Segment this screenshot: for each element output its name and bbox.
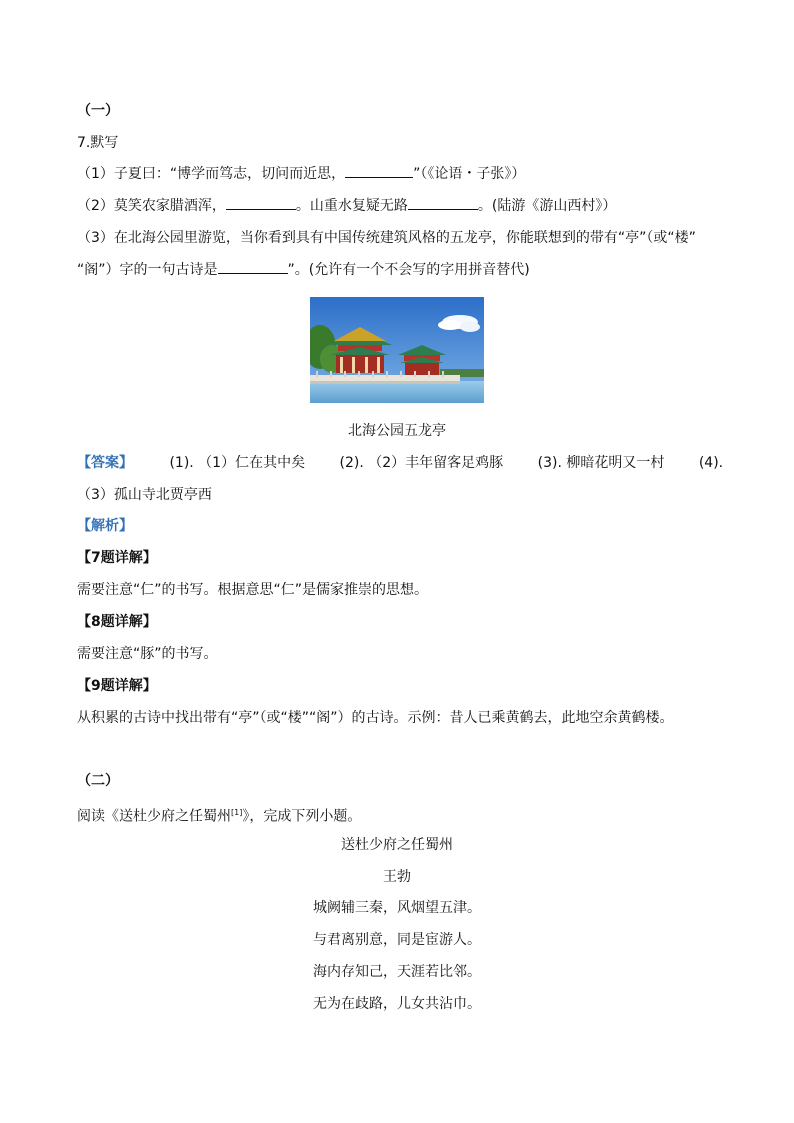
intro-text-b: 》，完成下列小题。: [242, 808, 362, 825]
answer-item: (4).: [698, 455, 724, 471]
q2-text-c: 。(陆游《游山西村》）: [477, 198, 617, 214]
detail-8-title: 【8题详解】: [77, 614, 157, 630]
footnote-marker[interactable]: [1]: [231, 808, 243, 817]
question-part-3-line-2: [77, 260, 530, 280]
detail-9-title: 【9题详解】: [77, 678, 157, 694]
question-title: 7.默写: [77, 135, 119, 151]
poem-author: 王勃: [383, 869, 411, 885]
q2-blank-2[interactable]: [408, 196, 478, 210]
detail-8-text: 需要注意“豚”的书写。: [77, 646, 218, 662]
intro-text-a: 阅读《送杜少府之任蜀州: [77, 808, 231, 825]
q2-blank-1[interactable]: [226, 196, 296, 210]
q1-text-b: ”（《论语・子张》）: [413, 166, 526, 182]
reading-intro: [77, 803, 361, 827]
poem-title: 送杜少府之任蜀州: [341, 837, 453, 853]
section-heading-1: （一）: [77, 103, 119, 119]
detail-7-text: 需要注意“仁”的书写。根据意思“仁”是儒家推崇的思想。: [77, 582, 429, 598]
analysis-label: 【解析】: [77, 518, 133, 534]
q3-blank[interactable]: [218, 260, 288, 274]
poem-line: 与君离别意，同是宦游人。: [313, 932, 481, 948]
answer-label: 【答案】: [77, 455, 133, 471]
detail-9-text: 从积累的古诗中找出带有“亭”（或“楼”“阁”）的古诗。示例：昔人已乘黄鹤去，此地空余黄鹤楼。: [77, 710, 674, 726]
poem-line: 无为在歧路，儿女共沾巾。: [313, 996, 481, 1012]
q3-text-b: ”。(允许有一个不会写的字用拼音替代): [287, 262, 530, 278]
section-heading-2: （二）: [77, 773, 119, 789]
photo-caption: 北海公园五龙亭: [348, 423, 446, 439]
answer-line-1: [77, 453, 723, 473]
q2-text-a: （2）莫笑农家腊酒浑，: [77, 198, 226, 214]
answer-item: (2). （2）丰年留客足鸡豚: [339, 455, 504, 471]
answer-line-2: （3）孤山寺北贾亭西: [77, 487, 212, 503]
question-part-2: [77, 196, 616, 216]
poem-line: 海内存知己，天涯若比邻。: [313, 964, 481, 980]
question-part-1: [77, 164, 525, 184]
answer-item: (1). （1）仁在其中矣: [169, 455, 306, 471]
answer-item: (3). 柳暗花明又一村: [537, 455, 665, 471]
detail-7-title: 【7题详解】: [77, 550, 157, 566]
poem-line: 城阙辅三秦，风烟望五津。: [313, 900, 481, 916]
question-part-3-line-1: （3）在北海公园里游览，当你看到具有中国传统建筑风格的五龙亭，你能联想到的带有“亭”（或“楼”: [77, 230, 696, 246]
q2-text-b: 。山重水复疑无路: [295, 198, 408, 214]
q3-text-a: “阁”）字的一句古诗是: [77, 262, 218, 278]
q1-blank[interactable]: [345, 164, 413, 178]
pavilion-photo: [310, 297, 484, 403]
q1-text-a: （1）子夏曰：“博学而笃志，切问而近思，: [77, 166, 346, 182]
